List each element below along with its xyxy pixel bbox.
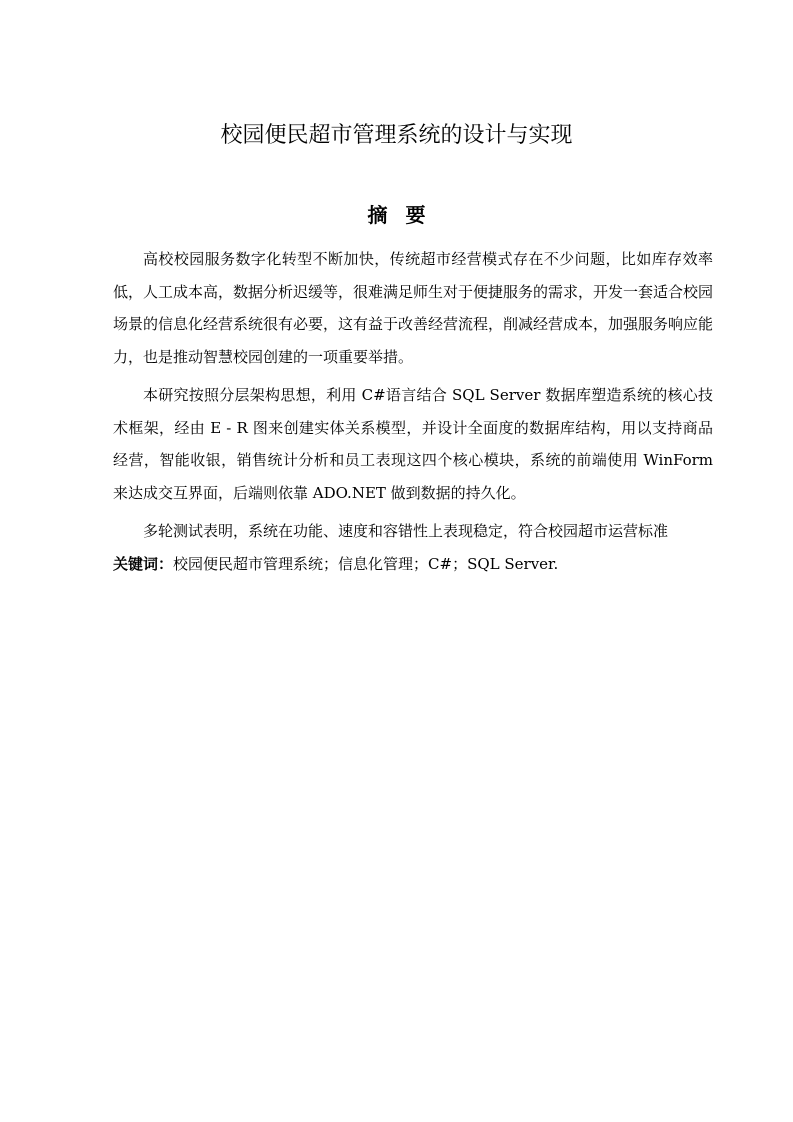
document-title: 校园便民超市管理系统的设计与实现 bbox=[220, 123, 573, 148]
abstract-body bbox=[113, 243, 713, 580]
keywords-line bbox=[113, 548, 713, 581]
abstract-paragraph-3: 多轮测试表明，系统在功能、速度和容错性上表现稳定，符合校园超市运营标准 bbox=[143, 522, 669, 540]
abstract-paragraph-1: 高校校园服务数字化转型不断加快，传统超市经营模式存在不少问题，比如库存效率低，人工成本高，数据分析迟缓等，很难满足师生对于便捷服务的需求，开发一套适合校园场景的信息化经营系统很有必要，这有益于改善经营流程，削减经营成本，加强服务响应能力，也是推动智慧校园创建的一项重要举措。 bbox=[113, 250, 714, 366]
keywords-text: 校园便民超市管理系统；信息化管理；C#；SQL Server. bbox=[173, 554, 559, 573]
abstract-heading: 摘要 bbox=[367, 203, 444, 227]
keywords-label: 关键词： bbox=[113, 554, 174, 573]
abstract-paragraph-2: 本研究按照分层架构思想，利用 C#语言结合 SQL Server 数据库塑造系统的核心技术框架，经由 E - R 图来创建实体关系模型，并设计全面度的数据库结构，用以支持商品经营，智能收银，销售统计分析和员工表现这四个核心模块，系统的前端使用 WinForm 来达成交互界面，后端则依靠 ADO.NET 做到数据的持久化。 bbox=[113, 386, 713, 502]
